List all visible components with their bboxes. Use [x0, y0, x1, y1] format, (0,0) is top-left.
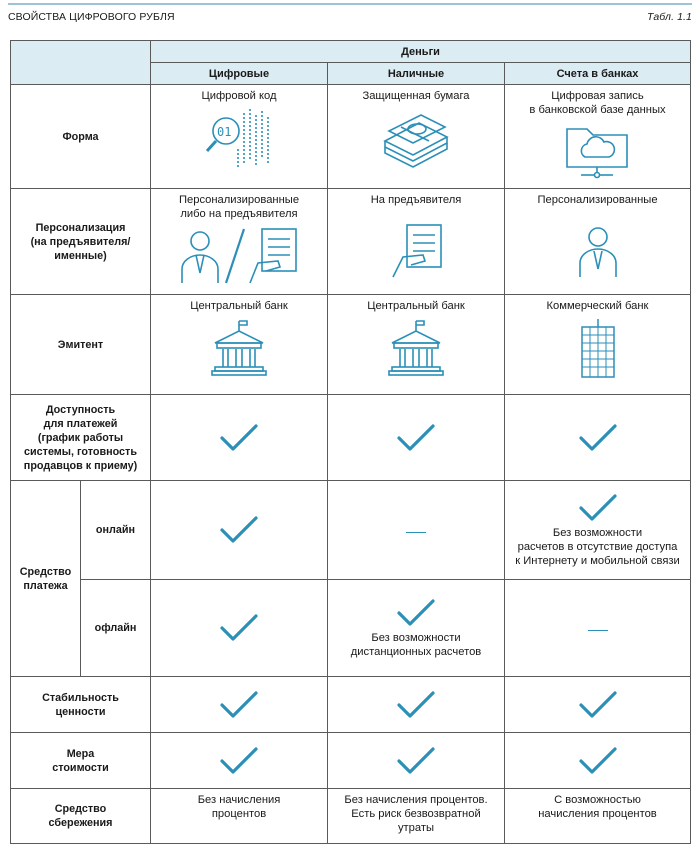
offline-cash-text: Без возможности дистанционных расчетов	[350, 632, 482, 658]
measure-bank-check	[505, 733, 691, 789]
checkmark-icon	[218, 745, 260, 777]
checkmark-icon	[577, 492, 619, 524]
row-label-availability: Доступность для платежей (график работы системы, готовность продавцов к приему)	[11, 395, 151, 481]
row-label-form: Форма	[11, 85, 151, 189]
hand-document-icon	[328, 223, 504, 279]
row-label-stability: Стабильность ценности	[11, 677, 151, 733]
person-icon	[505, 223, 690, 279]
online-bank-text: Без возможности расчетов в отсутствие доступа к Интернету и мобильной связи	[515, 527, 680, 567]
availability-digital-check	[151, 395, 328, 481]
table-title: СВОЙСТВА ЦИФРОВОГО РУБЛЯ	[8, 11, 175, 23]
person-or-bearer-icon	[151, 225, 327, 287]
checkmark-icon	[577, 745, 619, 777]
form-digital-text: Цифровой код	[201, 90, 277, 102]
savings-cash-cell	[328, 789, 505, 844]
personal-digital-text: Персонализированные либо на предъявителя	[178, 194, 300, 220]
issuer-bank-text: Коммерческий банк	[546, 300, 649, 312]
checkmark-icon	[218, 514, 260, 546]
checkmark-icon	[395, 689, 437, 721]
issuer-cash-cell	[328, 295, 505, 395]
row-label-issuer: Эмитент	[11, 295, 151, 395]
savings-digital-cell	[151, 789, 328, 844]
column-cash: Наличные	[328, 63, 505, 85]
digital-code-icon	[151, 109, 327, 171]
issuer-cash-text: Центральный банк	[367, 300, 465, 312]
online-digital-check	[151, 481, 328, 580]
dash-mark	[406, 532, 426, 534]
measure-cash-check	[328, 733, 505, 789]
checkmark-icon	[218, 689, 260, 721]
table-header	[8, 11, 692, 23]
table-reference: Табл. 1.1	[647, 11, 692, 23]
dash-mark	[588, 630, 608, 632]
checkmark-icon	[218, 422, 260, 454]
offline-digital-check	[151, 580, 328, 677]
central-bank-icon	[151, 319, 327, 377]
central-bank-icon	[328, 319, 504, 377]
form-digital-cell	[151, 85, 328, 189]
form-cash-cell	[328, 85, 505, 189]
availability-bank-check	[505, 395, 691, 481]
issuer-digital-cell	[151, 295, 328, 395]
sublabel-online: онлайн	[81, 481, 151, 580]
personal-digital-cell	[151, 189, 328, 295]
availability-cash-check	[328, 395, 505, 481]
personal-cash-text: На предъявителя	[370, 194, 462, 206]
stability-digital-check	[151, 677, 328, 733]
svg-text:01: 01	[217, 125, 232, 139]
form-bank-cell	[505, 85, 691, 189]
stability-cash-check	[328, 677, 505, 733]
money-group-header: Деньги	[151, 41, 691, 63]
row-label-personalization: Персонализация (на предъявителя/ именные)	[11, 189, 151, 295]
measure-digital-check	[151, 733, 328, 789]
online-bank-cell	[505, 481, 691, 580]
personal-bank-cell	[505, 189, 691, 295]
savings-cash-text: Без начисления процентов. Есть риск безвозвратной утраты	[344, 794, 488, 834]
row-label-measure: Мера стоимости	[11, 733, 151, 789]
issuer-bank-cell	[505, 295, 691, 395]
stability-bank-check	[505, 677, 691, 733]
form-bank-text: Цифровая запись в банковской базе данных	[529, 90, 666, 116]
personal-bank-text: Персонализированные	[537, 194, 658, 206]
savings-bank-text: С возможностью начисления процентов	[538, 794, 657, 820]
savings-bank-cell	[505, 789, 691, 844]
checkmark-icon	[395, 422, 437, 454]
cloud-folder-icon	[505, 123, 690, 179]
corner-cell	[11, 41, 151, 85]
personal-cash-cell	[328, 189, 505, 295]
column-bank: Счета в банках	[505, 63, 691, 85]
checkmark-icon	[577, 422, 619, 454]
checkmark-icon	[577, 689, 619, 721]
banknote-stack-icon	[328, 109, 504, 171]
properties-table	[10, 40, 691, 844]
form-cash-text: Защищенная бумага	[362, 90, 470, 102]
online-cash-dash	[328, 481, 505, 580]
issuer-digital-text: Центральный банк	[190, 300, 288, 312]
column-digital: Цифровые	[151, 63, 328, 85]
checkmark-icon	[395, 745, 437, 777]
savings-digital-text: Без начисления процентов	[197, 794, 281, 820]
offline-cash-cell	[328, 580, 505, 677]
checkmark-icon	[395, 597, 437, 629]
office-building-icon	[505, 319, 690, 379]
row-label-payment: Средство платежа	[11, 481, 81, 677]
top-rule	[8, 3, 692, 5]
sublabel-offline: офлайн	[81, 580, 151, 677]
row-label-savings: Средство сбережения	[11, 789, 151, 844]
checkmark-icon	[218, 612, 260, 644]
offline-bank-dash	[505, 580, 691, 677]
